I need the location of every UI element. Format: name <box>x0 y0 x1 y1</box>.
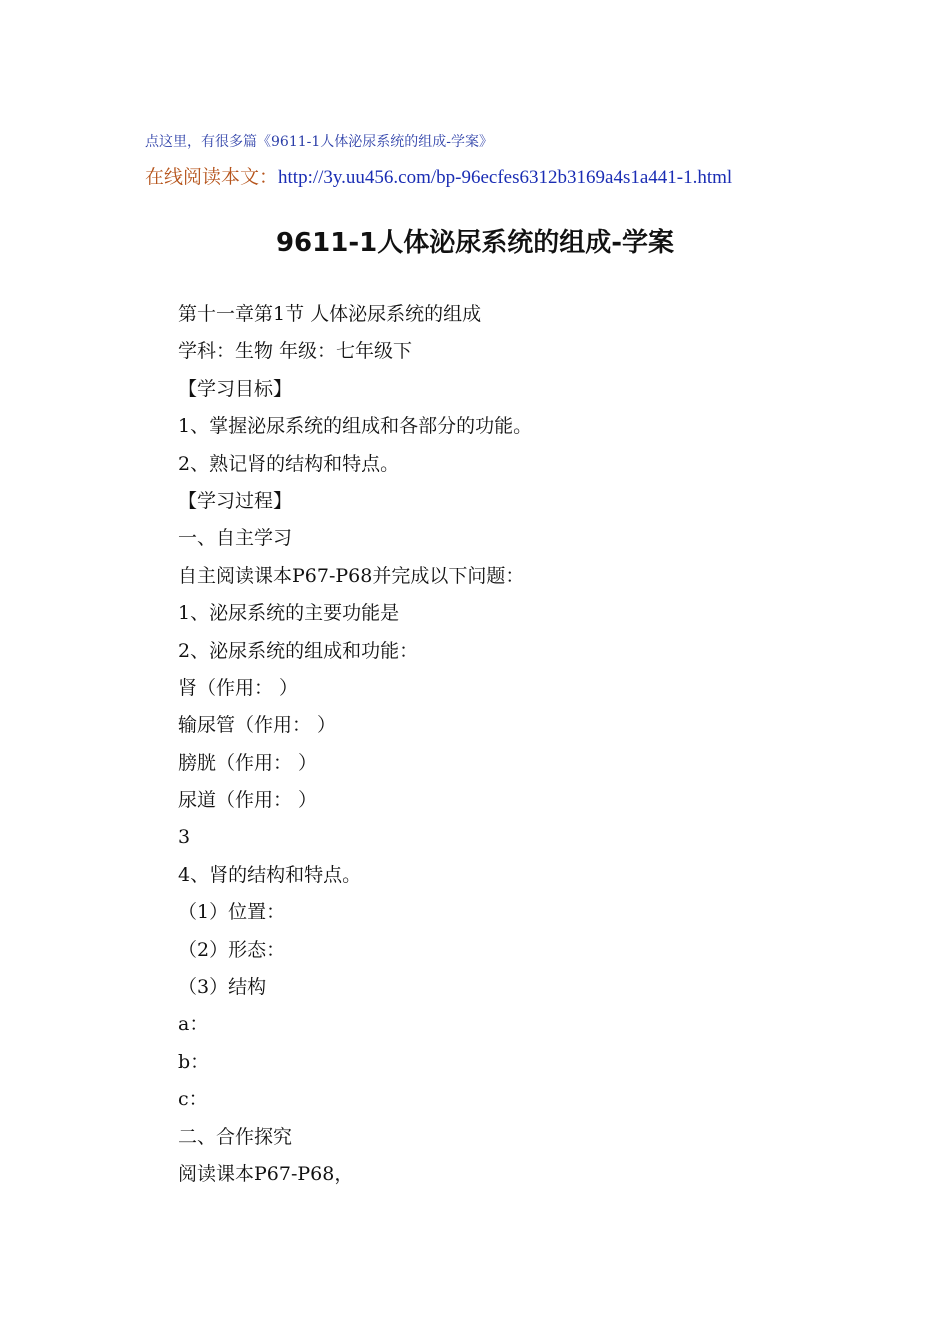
document-line: 二、合作探究 <box>178 1125 293 1148</box>
document-title: 9611-1人体泌尿系统的组成-学案 <box>275 228 675 258</box>
document-line: 输尿管（作用： ） <box>178 714 337 737</box>
document-line: （1）位置： <box>178 901 286 924</box>
more-articles-link[interactable]: 点这里，有很多篇《9611-1人体泌尿系统的组成-学案》 <box>145 134 493 150</box>
document-line: 第十一章第1节 人体泌尿系统的组成 <box>178 303 482 325</box>
document-line: 【学习过程】 <box>178 489 293 512</box>
document-line: 一、自主学习 <box>178 527 293 550</box>
document-line: 自主阅读课本P67-P68并完成以下问题： <box>178 564 525 587</box>
document-line: （2）形态： <box>178 938 286 961</box>
document-line: 肾（作用： ） <box>178 676 299 699</box>
document-line: 1、泌尿系统的主要功能是 <box>178 602 400 625</box>
document-line: 【学习目标】 <box>178 377 293 400</box>
document-line: 2、熟记肾的结构和特点。 <box>178 452 400 475</box>
online-read-url-link[interactable]: http://3y.uu456.com/bp-96ecfes6312b3169a4s1a441-1.html <box>278 167 733 188</box>
online-read-line <box>145 162 732 189</box>
document-line: （3）结构 <box>178 976 267 999</box>
online-read-label: 在线阅读本文： <box>145 167 279 188</box>
document-line: 3 <box>178 826 191 849</box>
document-line: c： <box>178 1088 208 1111</box>
document-line: 1、掌握泌尿系统的组成和各部分的功能。 <box>178 415 533 438</box>
document-line: 2、泌尿系统的组成和功能： <box>178 639 419 662</box>
document-line: 4、肾的结构和特点。 <box>178 863 362 886</box>
document-line: b： <box>178 1050 210 1073</box>
document-body <box>178 296 878 1193</box>
document-line: a： <box>178 1013 209 1036</box>
document-line: 尿道（作用： ） <box>178 789 318 812</box>
document-line: 阅读课本P67-P68， <box>178 1162 354 1185</box>
document-line: 膀胱（作用： ） <box>178 751 318 774</box>
document-line: 学科：生物 年级：七年级下 <box>178 340 413 363</box>
